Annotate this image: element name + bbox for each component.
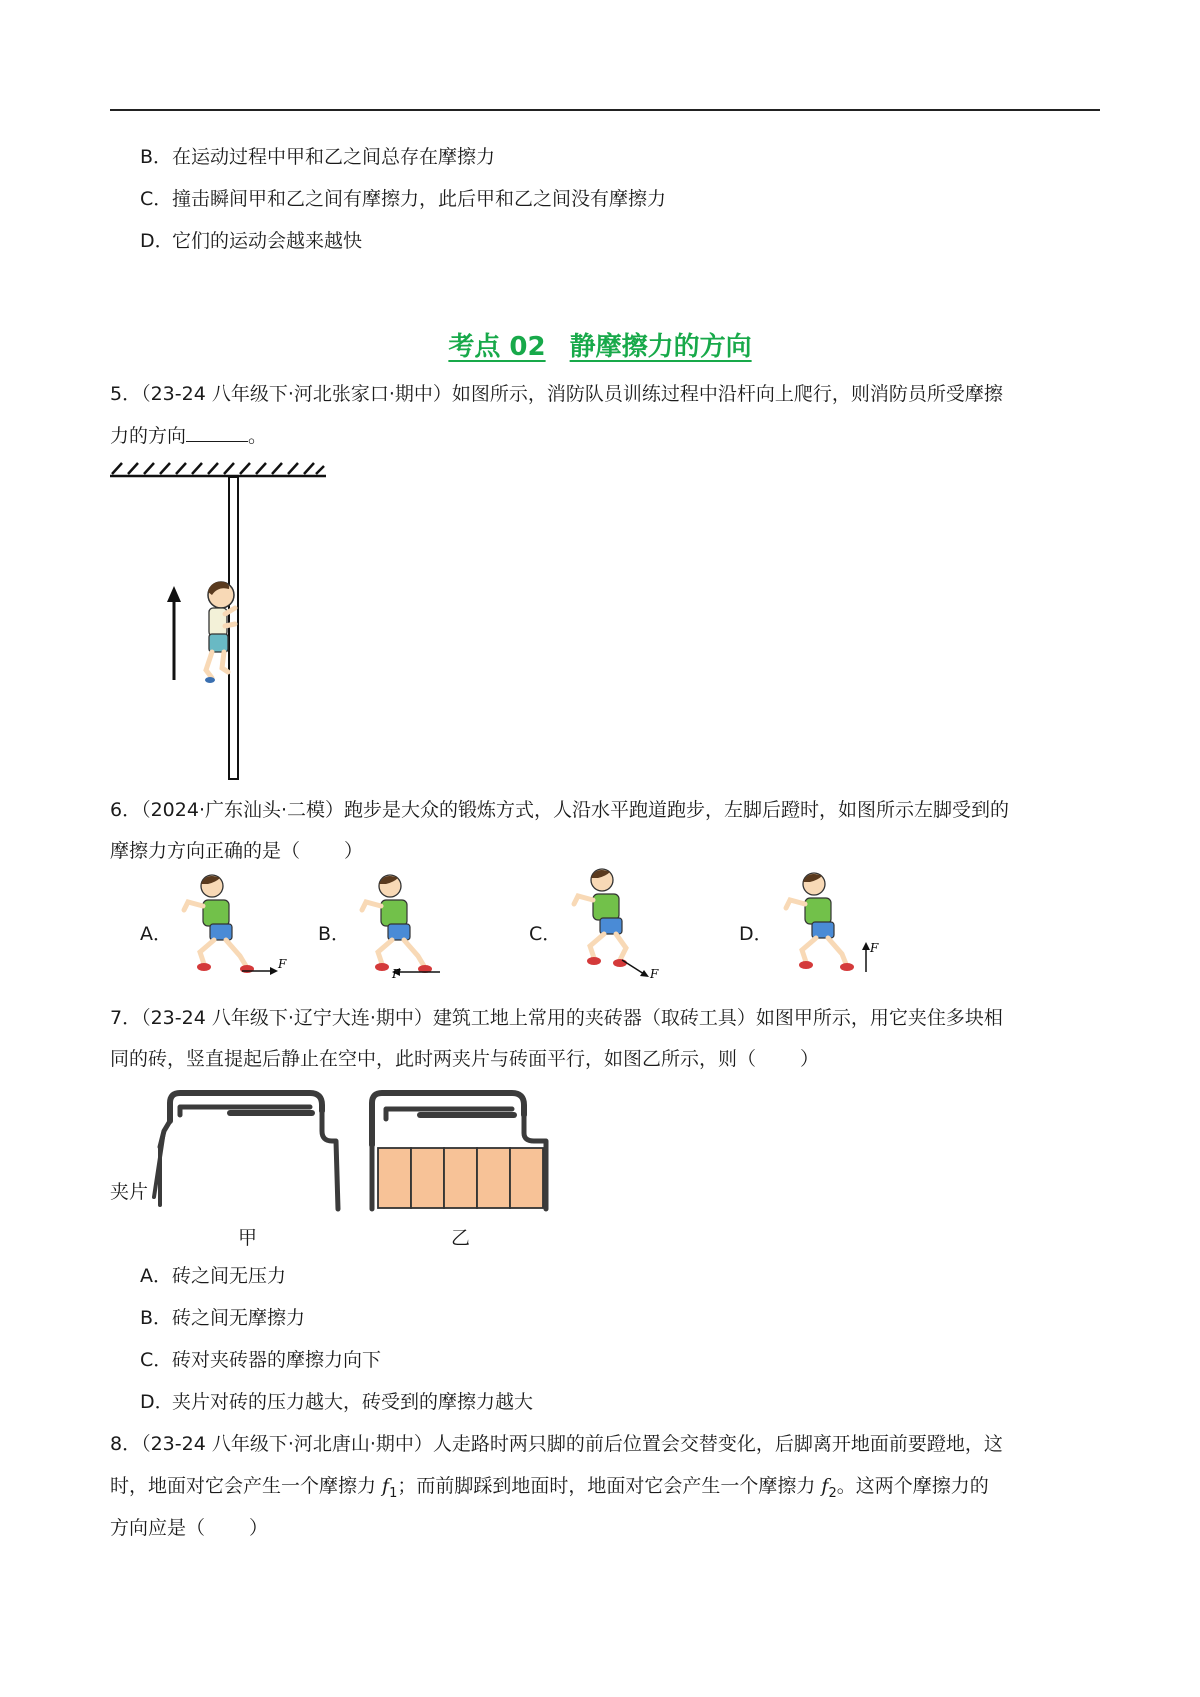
option-text: 在运动过程中甲和乙之间总存在摩擦力 — [172, 146, 496, 168]
force-label: F — [870, 941, 879, 955]
runner-icon — [362, 875, 432, 973]
q5-text-end: 。 — [248, 425, 268, 447]
q6-option-a[interactable]: A． — [140, 923, 172, 945]
force-label: F — [278, 957, 287, 971]
q6-runner-c — [560, 864, 680, 980]
q8-f1-symbol: f — [382, 1475, 390, 1497]
q6-text: 摩擦力方向正确的是（ — [110, 840, 301, 862]
q6-stem-line2 — [110, 839, 363, 863]
runner-icon — [184, 875, 254, 973]
ceiling — [110, 463, 326, 476]
brick-clamp-holding-icon — [372, 1093, 546, 1209]
q8-stem-line2 — [110, 1474, 989, 1506]
q7-stem-line2 — [110, 1047, 819, 1071]
option-letter: C． — [140, 1349, 173, 1371]
header-rule — [110, 109, 1100, 111]
q4-option-c[interactable] — [140, 187, 666, 211]
section-title-text: 静摩擦力的方向 — [569, 332, 752, 362]
section-heading — [0, 326, 1200, 363]
q4-option-d[interactable] — [140, 229, 362, 253]
q6-stem-line1: 6．（2024·广东汕头·二模）跑步是大众的锻炼方式，人沿水平跑道跑步，左脚后蹬时，如图所示左脚受到的 — [110, 799, 1010, 821]
q7-stem-line1: 7．（23-24 八年级下·辽宁大连·期中）建筑工地上常用的夹砖器（取砖工具）如图甲所示，用它夹住多块相 — [110, 1007, 1003, 1029]
option-text: 撞击瞬间甲和乙之间有摩擦力，此后甲和乙之间没有摩擦力 — [172, 188, 667, 210]
q8-f1-sub: 1 — [389, 1485, 398, 1501]
option-text: 砖对夹砖器的摩擦力向下 — [172, 1349, 382, 1371]
q7-text: 同的砖，竖直提起后静止在空中，此时两夹片与砖面平行，如图乙所示，则（ — [110, 1048, 757, 1070]
q6-runner-b — [348, 870, 468, 980]
bricks — [378, 1148, 543, 1208]
q5-stem-line2 — [110, 423, 267, 448]
brick-clamp-empty-icon — [154, 1093, 338, 1209]
q8-text-a: 时，地面对它会产生一个摩擦力 — [110, 1475, 383, 1497]
force-label: F — [650, 967, 659, 980]
option-text: 砖之间无压力 — [172, 1265, 287, 1287]
q8-text-b: ；而前脚踩到地面时，地面对它会产生一个摩擦力 — [397, 1475, 822, 1497]
q8-text-c: 。这两个摩擦力的 — [836, 1475, 989, 1497]
q5-figure — [108, 458, 328, 788]
q8-f2-symbol: f — [821, 1475, 829, 1497]
pole — [229, 477, 238, 779]
q7-fig-label-yi: 乙 — [451, 1227, 471, 1249]
q7-text-end: ） — [800, 1048, 820, 1070]
force-arrow-icon — [622, 960, 649, 977]
runner-icon — [574, 869, 627, 967]
q7-figure — [150, 1085, 550, 1215]
upward-arrow-icon — [167, 586, 181, 680]
q5-text: 力的方向 — [110, 425, 187, 447]
q6-text-end: ） — [344, 840, 364, 862]
q7-option-c[interactable] — [140, 1348, 381, 1372]
q7-clip-label: 夹片 — [110, 1181, 149, 1203]
option-letter: B． — [140, 1307, 173, 1329]
q8-f2-sub: 2 — [828, 1485, 837, 1501]
q5-answer-blank[interactable] — [186, 423, 248, 442]
section-code: 考点 02 — [448, 332, 546, 362]
q6-runner-a — [170, 870, 290, 980]
q7-option-a[interactable] — [140, 1264, 286, 1288]
q8-stem-line1: 8．（23-24 八年级下·河北唐山·期中）人走路时两只脚的前后位置会交替变化，后脚离开地面前要蹬地，这 — [110, 1433, 1003, 1455]
q6-runner-d — [772, 868, 892, 980]
q6-option-b[interactable]: B． — [318, 923, 351, 945]
option-text: 砖之间无摩擦力 — [172, 1307, 306, 1329]
q7-option-d[interactable] — [140, 1390, 533, 1414]
option-text: 它们的运动会越来越快 — [172, 230, 363, 252]
runner-icon — [786, 873, 854, 971]
force-label: F — [392, 967, 401, 980]
q4-option-b[interactable] — [140, 145, 495, 169]
q7-option-b[interactable] — [140, 1306, 305, 1330]
option-letter: A． — [140, 1265, 172, 1287]
option-letter: C． — [140, 188, 173, 210]
force-arrow-icon — [862, 942, 870, 972]
q5-stem-line1: 5．（23-24 八年级下·河北张家口·期中）如图所示，消防队员训练过程中沿杆向上爬行，则消防员所受摩擦 — [110, 383, 1003, 405]
option-text: 夹片对砖的压力越大，砖受到的摩擦力越大 — [172, 1391, 534, 1413]
q6-option-d[interactable]: D． — [739, 923, 773, 945]
option-letter: D． — [140, 230, 174, 252]
q6-option-c[interactable]: C． — [529, 923, 562, 945]
q8-text: 方向应是（ — [110, 1517, 206, 1539]
q8-text-end: ） — [249, 1517, 269, 1539]
q8-stem-line3 — [110, 1516, 268, 1540]
q7-fig-label-jia: 甲 — [238, 1227, 258, 1249]
option-letter: B． — [140, 146, 173, 168]
option-letter: D． — [140, 1391, 174, 1413]
